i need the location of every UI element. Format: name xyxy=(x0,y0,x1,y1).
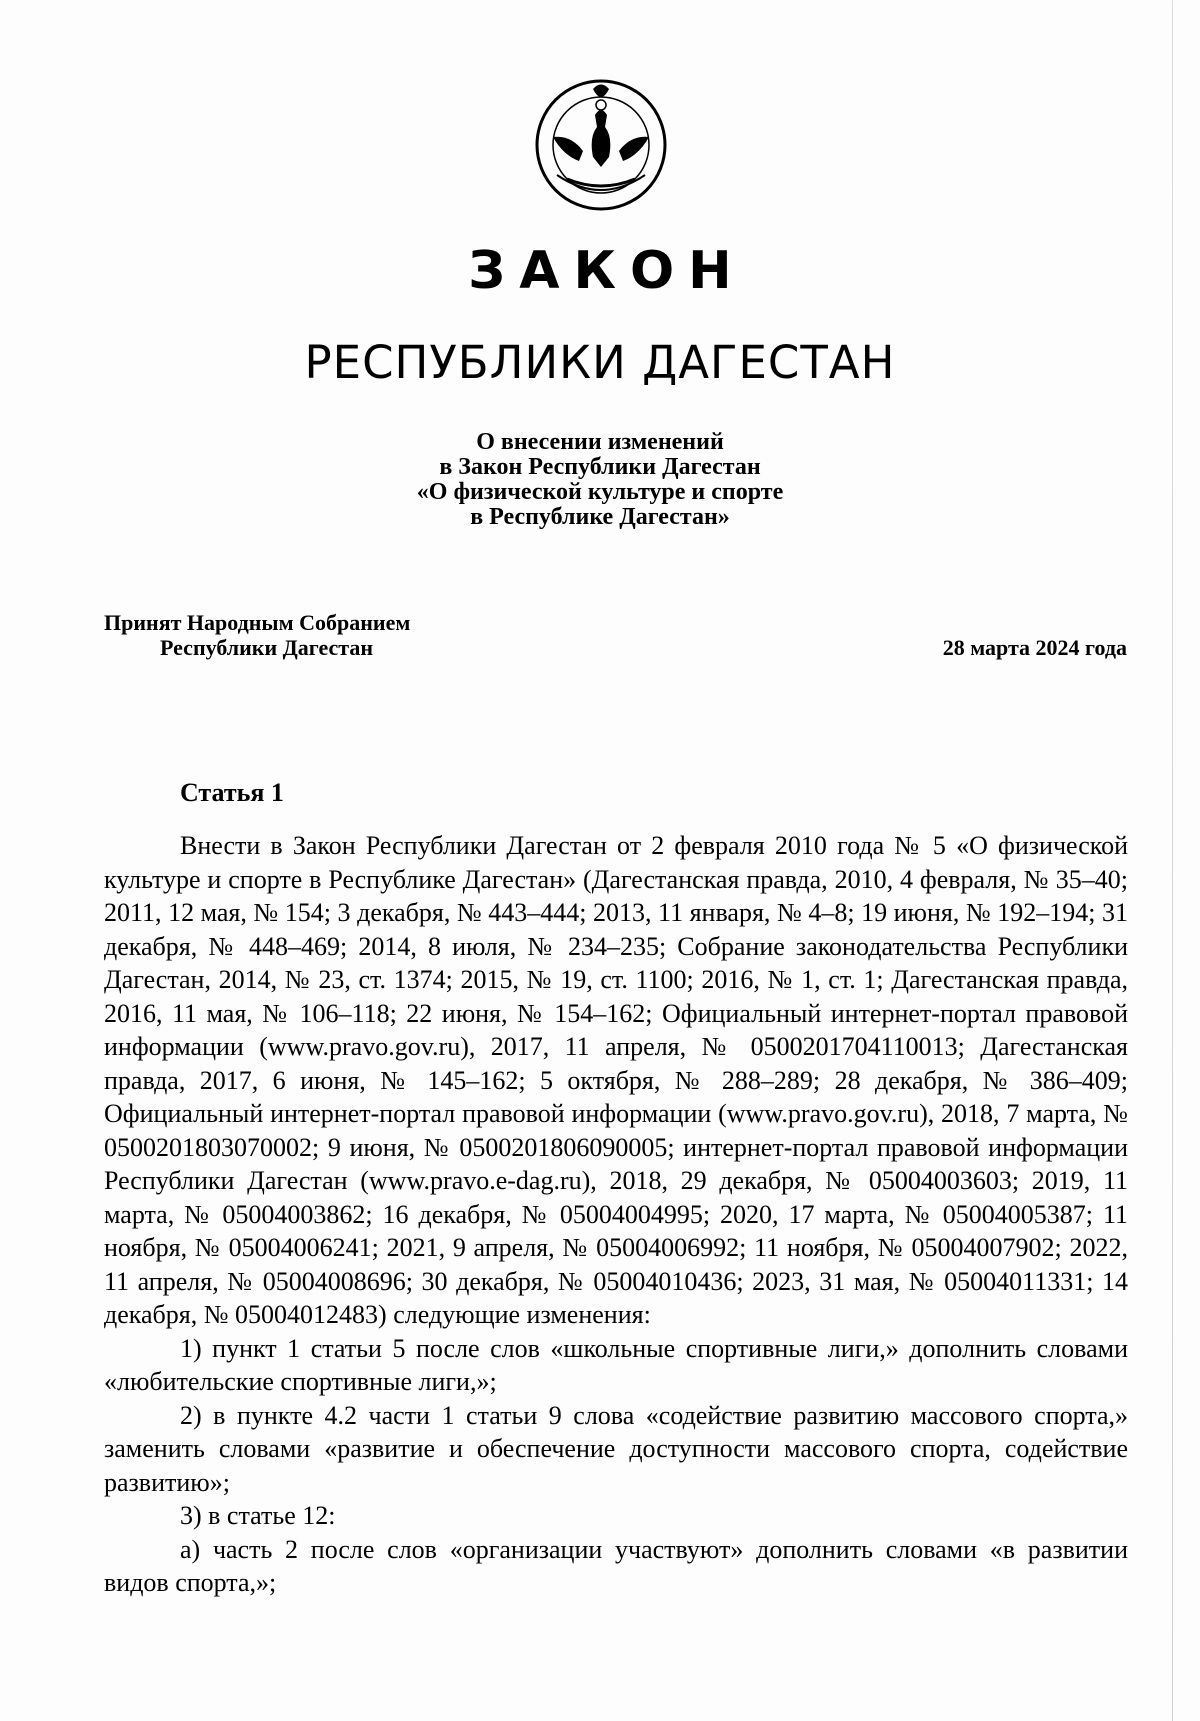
issuer-heading: РЕСПУБЛИКИ ДАГЕСТАН xyxy=(304,336,896,389)
subject-line: «О физической культуре и спорте xyxy=(416,479,784,505)
article-heading: Статья 1 xyxy=(180,778,284,807)
article-paragraph: а) часть 2 после слов «организации участвуют» дополнить словами «в развитии видов спорта,»; xyxy=(104,1534,1128,1597)
article-paragraph: 3) в статье 12: xyxy=(180,1501,336,1530)
article-paragraph: 2) в пункте 4.2 части 1 статьи 9 слова «содействие развитию массового спорта,» заменить словами «развитие и обеспечение доступности массового спорта, содействие развитию»; xyxy=(104,1400,1128,1497)
scan-edge-line xyxy=(1172,0,1173,1721)
article-body xyxy=(104,829,1128,1600)
subject-line: О внесении изменений xyxy=(476,429,724,455)
adoption-date: 28 марта 2024 года xyxy=(942,635,1127,660)
article-paragraph: Внести в Закон Республики Дагестан от 2 февраля 2010 года № 5 «О физической культуре и спорте в Республике Дагестан» (Дагестанская правда, 2010, 4 февраля, № 35–40; 2011, 12 мая, № 154; 3 декабря, № 443–444; 2013, 11 января, № 4–8; 19 июня, № 192–194; 31 декабря, № 448–469; 2014, 8 июля, № 234–235; Собрание законодательства Республики Дагестан, 2014, № 23, ст. 1374; 2015, № 19, ст. 1100; 2016, № 1, ст. 1; Дагестанская правда, 2016, 11 мая, № 106–118; 22 июня, № 154–162; Официальный интернет-портал правовой информации (www.pravo.gov.ru), 2017, 11 апреля, № 0500201704110013; Дагестанская правда, 2017, 6 июня, № 145–162; 5 октября, № 288–289; 28 декабря, № 386–409; Официальный интернет-портал правовой информации (www.pravo.gov.ru), 2018, 7 марта, № 0500201803070002; 9 июня, № 0500201806090005; интернет-портал правовой информации Республики Дагестан (www.pravo.e-dag.ru), 2018, 29 декабря, № 05004003603; 2019, 11 марта, № 05004003862; 16 декабря, № 05004004995; 2020, 17 марта, № 05004005387; 11 ноября, № 05004006241; 2021, 9 апреля, № 05004006992; 11 ноября, № 05004007902; 2022, 11 апреля, № 05004008696; 30 декабря, № 05004010436; 2023, 31 мая, № 05004011331; 14 декабря, № 05004012483) следующие изменения: xyxy=(104,831,1128,1329)
dagestan-coat-of-arms-emblem xyxy=(531,75,671,215)
document-type-heading: ЗАКОН xyxy=(468,241,746,301)
subject-line: в Республике Дагестан» xyxy=(470,504,730,530)
adoption-line: Принят Народным Собранием xyxy=(104,610,411,635)
adoption-body xyxy=(104,610,410,660)
article-paragraph: 1) пункт 1 статьи 5 после слов «школьные спортивные лиги,» дополнить словами «любительские спортивные лиги,»; xyxy=(104,1333,1128,1396)
subject-line: в Закон Республики Дагестан xyxy=(439,454,761,480)
law-subject-title xyxy=(0,430,1200,530)
adoption-line: Республики Дагестан xyxy=(160,635,374,660)
